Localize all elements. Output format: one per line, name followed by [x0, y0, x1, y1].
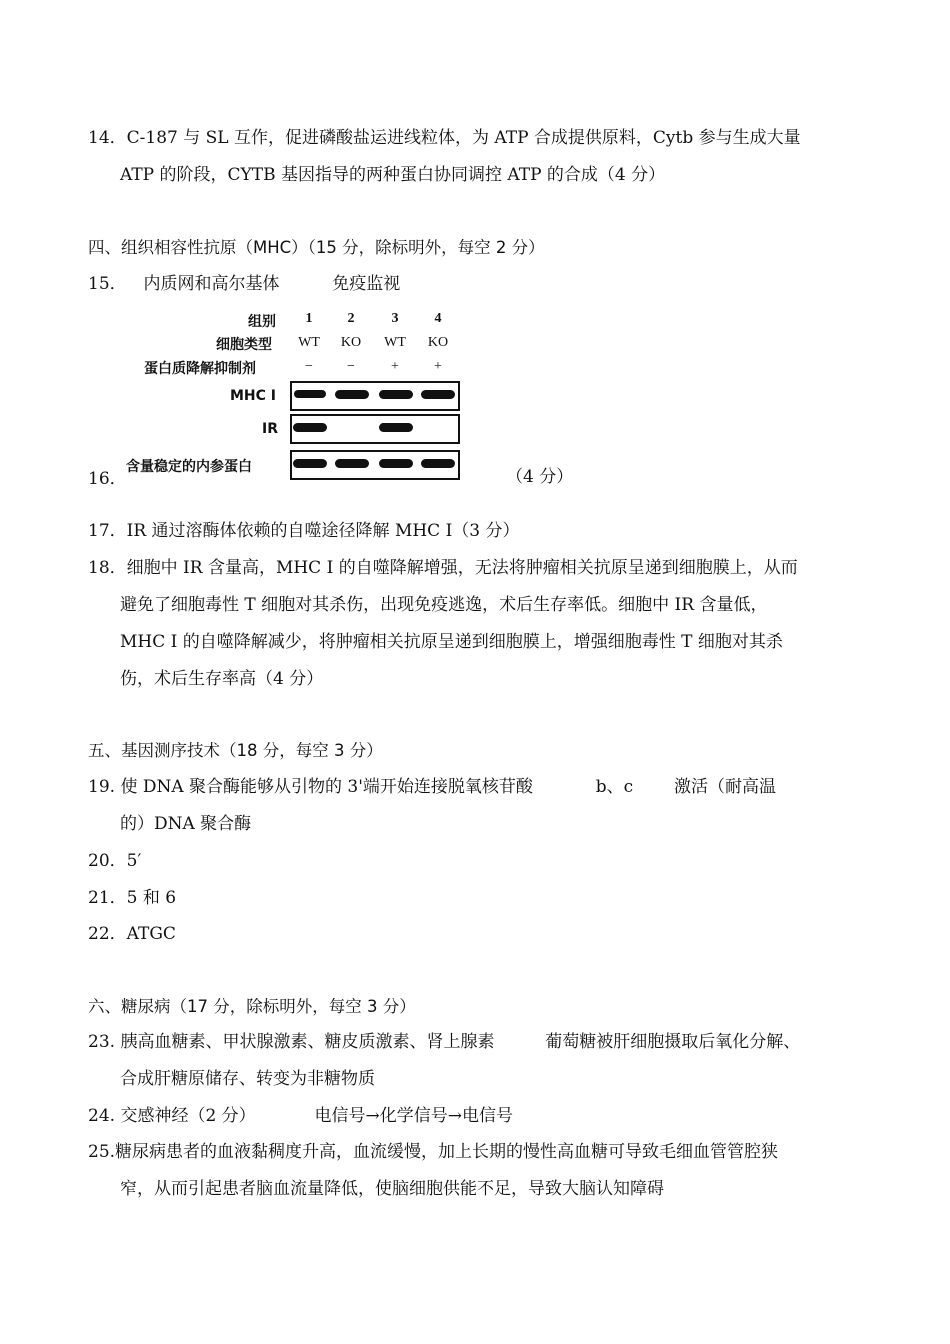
q16-number: 16． [88, 469, 127, 489]
q23-line2: 合成肝糖原储存、转变为非糖物质 [120, 1069, 375, 1089]
q19-answer-3: 激活（耐高温 [673, 777, 776, 797]
blot-inhibitor-1: − [305, 359, 313, 374]
q15-answer-1: 内质网和高尔基体 [143, 274, 280, 294]
blot-strip-mhc [290, 381, 460, 411]
q18-line2: 避免了细胞毒性 T 细胞对其杀伤，出现免疫逃逸，术后生存率低。细胞中 IR 含量低， [120, 595, 768, 615]
q23-line1 [88, 1030, 800, 1054]
blot-label-ir: IR [262, 421, 278, 437]
q23-answer-1: 23. 胰高血糖素、甲状腺激素、糖皮质激素、肾上腺素 [88, 1032, 495, 1052]
q16-score: （4 分） [506, 467, 574, 487]
section5-heading: 五、基因测序技术（18 分，每空 3 分） [88, 741, 383, 760]
blot-label-reference-protein: 含量稳定的内参蛋白 [126, 459, 252, 475]
blot-cell-type-1: WT [298, 335, 320, 350]
q24-answer [88, 1104, 513, 1128]
blot-band-mhc-lane-3 [379, 390, 413, 399]
q18-line1: 18．细胞中 IR 含量高，MHC I 的自噬降解增强，无法将肿瘤相关抗原呈递到细胞膜上，从而 [88, 558, 798, 578]
blot-group-2: 2 [347, 311, 355, 326]
blot-label-mhc: MHC Ⅰ [230, 388, 277, 404]
q24-answer-2: 电信号→化学信号→电信号 [314, 1106, 513, 1126]
q19-line2: 的）DNA 聚合酶 [120, 814, 252, 834]
blot-label-group: 组别 [248, 314, 276, 330]
blot-cell-type-3: WT [384, 335, 406, 350]
blot-cell-type-2: KO [340, 335, 362, 350]
section6-heading: 六、糖尿病（17 分，除标明外，每空 3 分） [88, 997, 416, 1016]
q21-answer: 21．5 和 6 [88, 888, 177, 908]
blot-strip-ir [290, 414, 460, 444]
q25-line2: 窄，从而引起患者脑血流量降低，使脑细胞供能不足，导致大脑认知障碍 [120, 1179, 664, 1199]
blot-band-reference-lane-3 [379, 459, 413, 468]
blot-band-mhc-lane-1 [294, 390, 326, 398]
q18-line3: MHC I 的自噬降解减少，将肿瘤相关抗原呈递到细胞膜上，增强细胞毒性 T 细胞对其杀 [120, 632, 783, 652]
q25-line1: 25.糖尿病患者的血液黏稠度升高，血流缓慢，加上长期的慢性高血糖可导致毛细血管管腔狭 [88, 1142, 779, 1162]
blot-inhibitor-4: + [434, 359, 442, 374]
blot-band-reference-lane-1 [293, 459, 327, 468]
western-blot-figure [118, 308, 468, 484]
q24-answer-1: 24. 交感神经（2 分） [88, 1106, 256, 1126]
q18-line4: 伤，术后生存率高（4 分） [120, 669, 324, 689]
q20-answer: 20．5′ [88, 851, 142, 871]
q15-number: 15． [88, 274, 127, 294]
q22-answer: 22．ATGC [88, 924, 176, 944]
blot-band-mhc-lane-2 [335, 390, 369, 399]
blot-band-ir-lane-3 [379, 423, 413, 432]
q15-answer [88, 272, 400, 296]
q17-answer: 17．IR 通过溶酶体依赖的自噬途径降解 MHC I（3 分） [88, 521, 520, 541]
q19-line1 [88, 775, 776, 799]
blot-group-1: 1 [305, 311, 313, 326]
q15-answer-2: 免疫监视 [332, 274, 401, 294]
blot-inhibitor-3: + [391, 359, 399, 374]
blot-band-ir-lane-1 [293, 423, 327, 432]
blot-group-3: 3 [391, 311, 399, 326]
q14-line2: ATP 的阶段，CYTB 基因指导的两种蛋白协同调控 ATP 的合成（4 分） [120, 165, 666, 185]
blot-band-mhc-lane-4 [421, 390, 455, 399]
section4-heading: 四、组织相容性抗原（MHC）（15 分，除标明外，每空 2 分） [88, 238, 545, 257]
q14-line1: 14．C-187 与 SL 互作，促进磷酸盐运进线粒体，为 ATP 合成提供原料，Cytb 参与生成大量 [88, 128, 801, 148]
blot-group-4: 4 [434, 311, 442, 326]
blot-band-reference-lane-4 [421, 459, 455, 468]
blot-label-inhibitor: 蛋白质降解抑制剂 [144, 361, 256, 377]
blot-band-reference-lane-2 [335, 459, 369, 468]
q19-answer-2: b、c [595, 777, 634, 797]
q19-answer-1: 19. 使 DNA 聚合酶能够从引物的 3'端开始连接脱氧核苷酸 [88, 777, 533, 797]
blot-inhibitor-2: − [347, 359, 355, 374]
blot-strip-reference [290, 450, 460, 480]
blot-label-cell-type: 细胞类型 [216, 337, 272, 353]
blot-cell-type-4: KO [427, 335, 449, 350]
q23-answer-2: 葡萄糖被肝细胞摄取后氧化分解、 [545, 1032, 801, 1052]
